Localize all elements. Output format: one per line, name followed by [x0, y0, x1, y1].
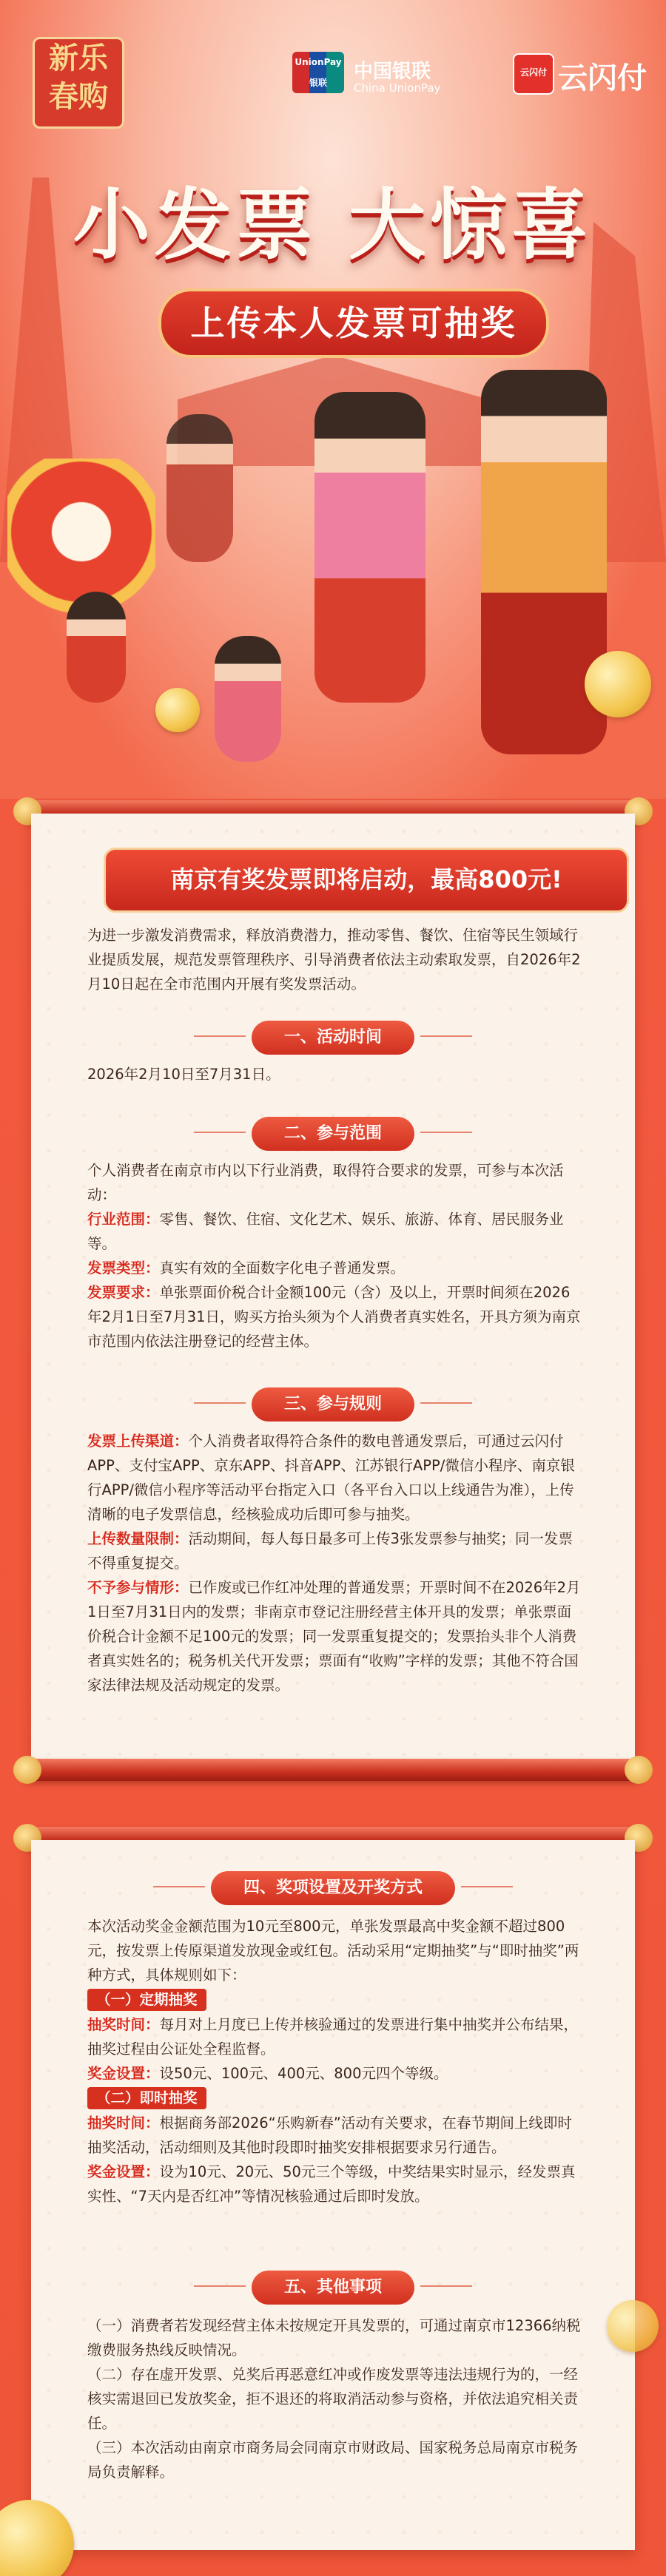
item-label: 奖金设置： — [87, 2065, 160, 2082]
section4-sub1-prize — [87, 2061, 583, 2086]
section-title-scope: 二、参与范围 — [252, 1117, 414, 1151]
section4-body — [87, 1914, 583, 2208]
item-label: 发票上传渠道： — [87, 1433, 189, 1450]
section5-body — [87, 2313, 583, 2484]
unionpay-logo: UnionPay 银联 — [292, 52, 344, 93]
section2-item2 — [87, 1256, 583, 1280]
section2-item3 — [87, 1280, 583, 1353]
item-text: 已作废或已作红冲处理的普通发票；开票时间不在2026年2月1日至7月31日内的发票；非南京市登记注册经营主体开具的发票；单张票面价税合计金额不足100元的发票；同一发票重复提交的；发票抬头非个人消费者真实姓名的；税务机关代开发票；票面有“收购”字样的发票；其他不符合国家法律法规及活动规定的发票。 — [87, 1579, 581, 1694]
woman-illustration — [314, 392, 426, 703]
section4-intro: 本次活动奖金金额范围为10元至800元，单张发票最高中奖金额不超过800元，按发票上传原渠道发放现金或红包。活动采用“定期抽奖”与“即时抽奖”两种方式，具体规则如下： — [87, 1918, 579, 1984]
subtitle-ribbon: 上传本人发票可抽奖 — [158, 288, 549, 358]
section2-body — [87, 1158, 583, 1353]
gold-coin-icon — [585, 651, 651, 717]
section3-item3 — [87, 1575, 583, 1697]
scroll-panel-1 — [31, 814, 635, 1763]
item-text: 设为10元、20元、50元三个等级，中奖结果实时显示，经发票真实性、“7天内是否红冲”等情况核验通过后即时发放。 — [87, 2163, 576, 2205]
hero-banner — [0, 0, 666, 799]
yunshanfu-name: 云闪付 — [558, 61, 647, 95]
item-text: 单张票面价税合计金额100元（含）及以上，开票时间须在2026年2月1日至7月31日，购买方抬头须为个人消费者真实姓名，开具方须为南京市范围内依法注册登记的经营主体。 — [87, 1284, 581, 1350]
item-label: 抽奖时间： — [87, 2016, 160, 2033]
section3-item2 — [87, 1527, 583, 1575]
scroll-panel-2 — [31, 1840, 635, 2550]
section4-sub1-row — [87, 1987, 583, 2012]
section3-item1 — [87, 1429, 583, 1527]
item-label: 奖金设置： — [87, 2163, 160, 2180]
item-label: 行业范围： — [87, 1211, 160, 1228]
section4-sub2-prize — [87, 2160, 583, 2208]
item-label: 上传数量限制： — [87, 1530, 189, 1547]
elder-illustration — [166, 414, 233, 562]
unionpay-en-name: China UnionPay — [354, 81, 441, 95]
section-title-prizes: 四、奖项设置及开奖方式 — [211, 1871, 455, 1905]
section2-intro: 个人消费者在南京市内以下行业消费，取得符合要求的发票，可参与本次活动： — [87, 1162, 564, 1203]
item-text: 设50元、100元、400元、800元四个等级。 — [159, 2065, 448, 2082]
badge-line1: 新乐 — [49, 41, 108, 75]
item-text: 真实有效的全面数字化电子普通发票。 — [159, 1260, 406, 1277]
gold-coin-icon — [607, 2300, 659, 2352]
item-label: 不予参与情形： — [87, 1579, 189, 1596]
item-text: 活动期间，每人每日最多可上传3张发票参与抽奖；同一发票不得重复提交。 — [87, 1530, 573, 1572]
notice-banner: 南京有奖发票即将启动，最高800元! — [104, 848, 629, 913]
badge-line2: 春购 — [49, 79, 108, 114]
unionpay-cn-name: 中国银联 — [354, 61, 431, 83]
section-title-rules: 三、参与规则 — [252, 1387, 414, 1421]
logo-bar — [0, 30, 666, 114]
item-text: 根据商务部2026“乐购新春”活动有关要求，在春节期间上线即时抽奖活动，活动细则及其他时段即时抽奖安排根据要求另行通告。 — [87, 2114, 572, 2156]
gold-coin-icon — [155, 688, 200, 732]
item-text: 个人消费者取得符合条件的数电普通发票后，可通过云闪付APP、支付宝APP、京东APP、抖音APP、江苏银行APP/微信小程序、南京银行APP/微信小程序等活动平台指定入口（各平台入口以上线通告为准），上传清晰的电子发票信息，经核验成功后即可参与抽奖。 — [87, 1433, 575, 1523]
section5-item3: （三）本次活动由南京市商务局会同南京市财政局、国家税务总局南京市税务局负责解释。 — [87, 2439, 579, 2481]
section4-sub2-time — [87, 2111, 583, 2160]
intro-text: 为进一步激发消费需求，释放消费潜力，推动零售、餐饮、住宿等民生领域行业提质发展，规范发票管理秩序、引导消费者依法主动索取发票，自2026年2月10日起在全市范围内开展有奖发票活动。 — [87, 927, 581, 993]
yunshanfu-logo: 云闪付 — [513, 53, 554, 95]
section1-text: 2026年2月10日至7月31日。 — [87, 1066, 280, 1083]
item-label: 发票类型： — [87, 1260, 160, 1277]
section4-sub1-time — [87, 2012, 583, 2061]
item-label: 抽奖时间： — [87, 2114, 160, 2132]
section5-item1: （一）消费者若发现经营主体未按规定开具发票的，可通过南京市12366纳税缴费服务热线反映情况。 — [87, 2317, 581, 2359]
child-illustration — [67, 592, 126, 703]
item-label: 发票要求： — [87, 1284, 160, 1301]
section-title-other: 五、其他事项 — [252, 2271, 414, 2305]
festival-badge — [33, 37, 124, 129]
section4-sub2-row — [87, 2086, 583, 2111]
main-title: 小发票 大惊喜 — [73, 180, 593, 270]
item-text: 零售、餐饮、住宿、文化艺术、娱乐、旅游、体育、居民服务业等。 — [87, 1211, 564, 1252]
section5-item2: （二）存在虚开发票、兑奖后再恶意红冲或作废发票等违法违规行为的，一经核实需退回已发放奖金，拒不退还的将取消活动参与资格，并依法追究相关责任。 — [87, 2366, 579, 2432]
sub-heading-periodic: （一）定期抽奖 — [87, 1989, 206, 2011]
section3-body — [87, 1429, 583, 1697]
girl-illustration — [215, 636, 281, 762]
scroll-rod-bottom — [21, 1759, 645, 1781]
section-title-time: 一、活动时间 — [252, 1021, 414, 1055]
sub-heading-instant: （二）即时抽奖 — [87, 2087, 206, 2109]
section2-item1 — [87, 1207, 583, 1256]
item-text: 每月对上月度已上传并核验通过的发票进行集中抽奖并公布结果，抽奖过程由公证处全程监督。 — [87, 2016, 579, 2058]
